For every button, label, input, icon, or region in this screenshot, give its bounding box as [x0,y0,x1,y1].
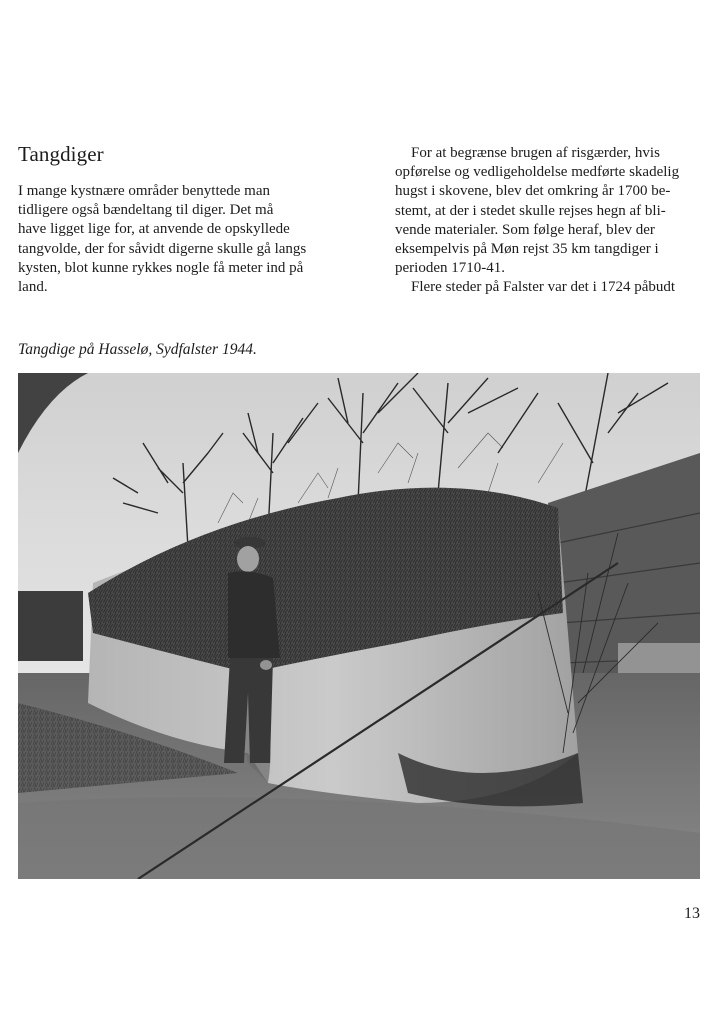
text-line: vende materialer. Som følge heraf, blev der [395,221,655,238]
text-line: For at begrænse brugen af risgærder, hvis [411,145,660,161]
text-line: eksempelvis på Møn rejst 35 km tangdiger i [395,241,659,258]
left-text-column [18,182,356,297]
right-paragraph-2 [379,278,701,297]
text-line: tangvolde, der for såvidt digerne skulle gå langs [18,240,307,257]
text-line: I mange kystnære områder benyttede man [18,183,270,199]
left-paragraph [18,182,356,297]
page-number: 13 [684,905,700,922]
photo-illustration [18,373,700,879]
text-line: land. [18,279,48,296]
photo-grain [18,373,700,879]
section-heading: Tangdiger [18,142,104,166]
text-line: Flere steder på Falster var det i 1724 påbudt [411,279,676,296]
text-line: opførelse og vedligeholdelse medførte skadelig [395,164,680,181]
text-line: hugst i skovene, blev det omkring år 1700 be- [395,183,671,200]
text-line: have ligget lige for, at anvende de opskyllede [18,221,290,238]
text-line: perioden 1710-41. [395,260,505,277]
right-text-column [379,144,701,298]
text-line: kysten, blot kunne rykkes nogle få meter ind på [18,259,304,276]
figure-caption: Tangdige på Hasselø, Sydfalster 1944. [18,341,257,358]
right-paragraph-1 [379,144,701,278]
historic-photo-tangdige [18,373,700,879]
text-line: stemt, at der i stedet skulle rejses hegn af bli- [395,202,666,219]
text-line: tidligere også bændeltang til diger. Det må [18,202,274,219]
